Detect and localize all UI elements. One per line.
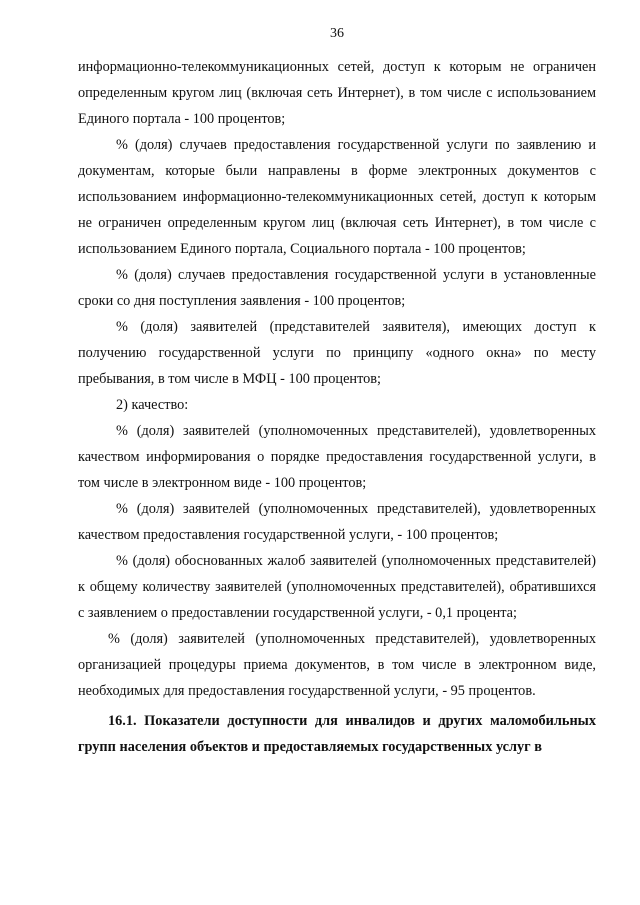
- page-number: 36: [330, 26, 344, 41]
- paragraph-6: % (доля) заявителей (уполномоченных представителей), удовлетворенных качеством информирования о порядке предоставления государственной услуги, в том числе в электронном виде - 100 процентов;: [78, 423, 596, 491]
- document-body: [78, 54, 596, 760]
- paragraph-9: % (доля) заявителей (уполномоченных представителей), удовлетворенных организацией процедуры приема документов, в том числе в электронном виде, необходимых для предоставления государственной услуги, - 95 процентов.: [78, 631, 596, 699]
- paragraph-3: % (доля) случаев предоставления государственной услуги в установленные сроки со дня поступления заявления - 100 процентов;: [78, 267, 596, 309]
- paragraph-7: % (доля) заявителей (уполномоченных представителей), удовлетворенных качеством предоставления государственной услуги, - 100 процентов;: [78, 501, 596, 543]
- section-heading: 16.1. Показатели доступности для инвалидов и других маломобильных групп населения объектов и предоставляемых государственных услуг в: [78, 713, 596, 755]
- paragraph-1: информационно-телекоммуникационных сетей, доступ к которым не ограничен определенным кругом лиц (включая сеть Интернет), в том числе с использованием Единого портала - 100 процентов;: [78, 59, 596, 127]
- paragraph-4: % (доля) заявителей (представителей заявителя), имеющих доступ к получению государственной услуги по принципу «одного окна» по месту пребывания, в том числе в МФЦ - 100 процентов;: [78, 319, 596, 387]
- paragraph-8: % (доля) обоснованных жалоб заявителей (уполномоченных представителей) к общему количеству заявителей (уполномоченных представителей), обратившихся с заявлением о предоставлении государственной услуги, - 0,1 процента;: [78, 553, 596, 621]
- paragraph-2: % (доля) случаев предоставления государственной услуги по заявлению и документам, которые были направлены в форме электронных документов с использованием информационно-телекоммуникационных сетей, доступ к которым не ограничен определенным кругом лиц (включая сеть Интернет), в том числе с использованием Единого портала, Социального портала - 100 процентов;: [78, 137, 596, 257]
- paragraph-5-quality: 2) качество:: [116, 397, 189, 413]
